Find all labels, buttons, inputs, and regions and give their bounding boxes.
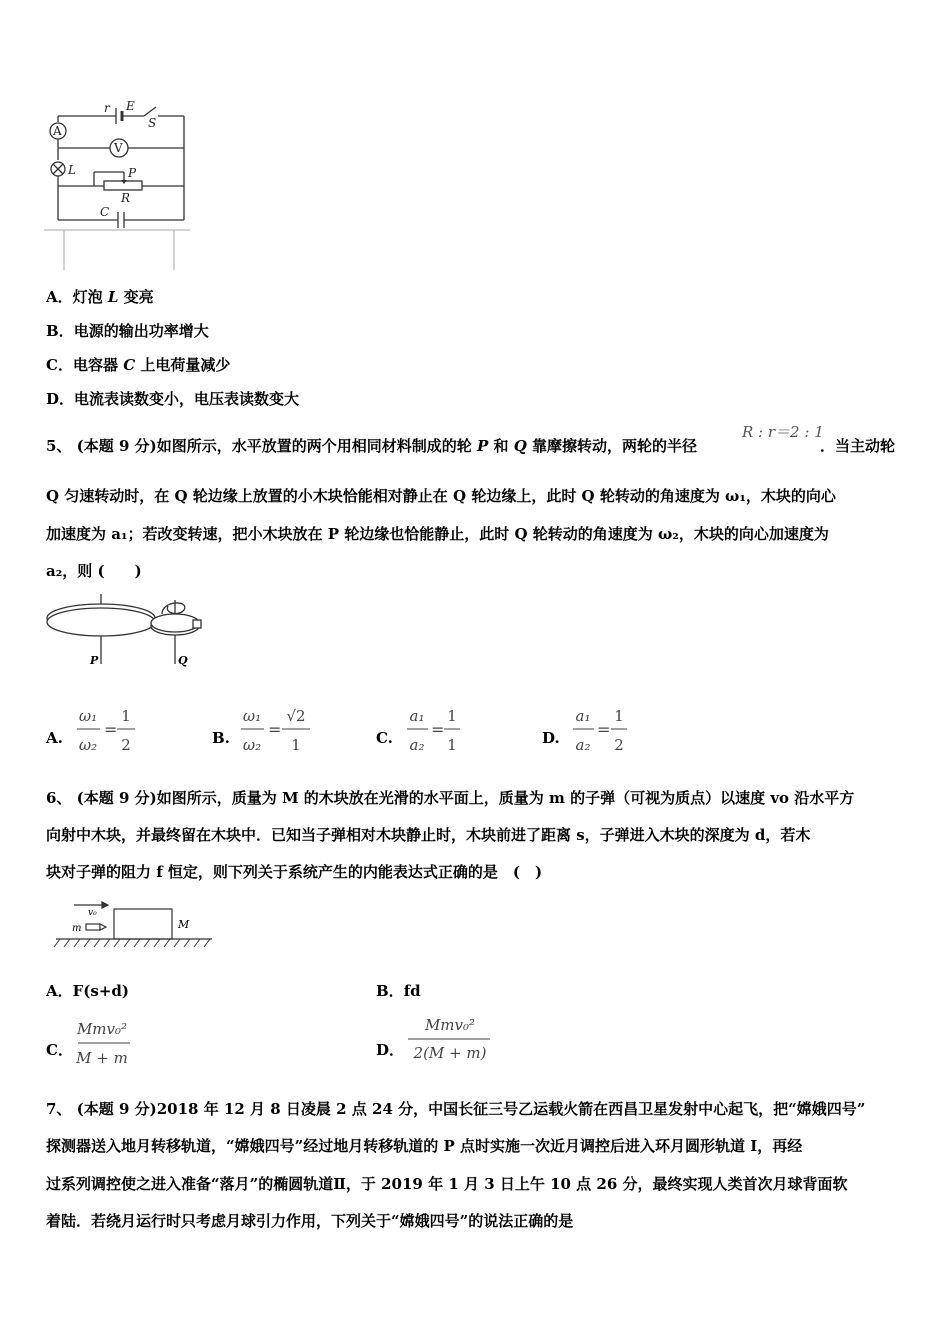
- q5-radius-ratio: R : r＝2 : 1: [742, 423, 824, 441]
- svg-text:=: =: [597, 720, 611, 739]
- circuit-label-a: A: [53, 124, 62, 138]
- svg-text:1: 1: [447, 736, 457, 754]
- svg-text:ω₁: ω₁: [242, 707, 262, 725]
- label-m: m: [72, 923, 82, 934]
- svg-text:a₂: a₂: [575, 736, 591, 754]
- q7-line-2: 探测器送入地月转移轨道，“嫦娥四号”经过地月转移轨道的 P 点时实施一次近月调控后进入环月圆形轨道 I，再经: [46, 1137, 803, 1155]
- circuit-label-r-rheostat: R: [121, 191, 131, 205]
- svg-text:1: 1: [614, 707, 624, 725]
- q6-line-3: 块对子弹的阻力 f 恒定，则下列关于系统产生的内能表达式正确的是 ( ): [46, 863, 543, 881]
- svg-text:M + m: M + m: [76, 1049, 128, 1067]
- svg-text:1: 1: [121, 707, 131, 725]
- q5-line-3: 加速度为 a₁；若改变转速，把小木块放在 P 轮边缘也恰能静止，此时 Q 轮转动的角速度为 ω₂，木块的向心加速度为: [46, 525, 829, 543]
- circuit-label-e: E: [126, 100, 135, 113]
- q5-line-2: Q 匀速转动时，在 Q 轮边缘上放置的小木块恰能相对静止在 Q 轮边缘上，此时 Q 轮转动的角速度为 ω₁，木块的向心: [46, 487, 836, 505]
- svg-text:Mmv₀²: Mmv₀²: [76, 1020, 128, 1038]
- q7-line-3: 过系列调控使之进入准备“落月”的椭圆轨道Ⅱ，于 2019 年 1 月 3 日上午 10 点 26 分，最终实现人类首次月球背面软: [46, 1175, 848, 1193]
- svg-text:Mmv₀²: Mmv₀²: [424, 1016, 476, 1034]
- label-M: M: [178, 918, 190, 931]
- svg-text:2: 2: [614, 736, 624, 754]
- svg-text:a₁: a₁: [409, 707, 425, 725]
- wheels-diagram: [44, 592, 210, 672]
- q4-option-c: C．电容器 C 上电荷量减少: [46, 356, 231, 374]
- circuit-label-s: S: [148, 116, 157, 130]
- q4-option-a: A．灯泡 L 变亮: [46, 288, 154, 306]
- q5-line-4: a₂，则 ( ): [46, 562, 142, 580]
- circuit-label-p: P: [128, 166, 137, 180]
- svg-text:√2: √2: [286, 707, 306, 725]
- wheel-label-p: P: [90, 654, 99, 667]
- svg-text:=: =: [268, 720, 282, 739]
- label-v0: v₀: [88, 908, 97, 918]
- q6-option-a: A．F(s+d): [46, 982, 129, 1000]
- svg-text:1: 1: [291, 736, 301, 754]
- q6-option-b: B．fd: [376, 982, 421, 1000]
- svg-text:=: =: [104, 720, 118, 739]
- q4-option-d: D．电流表读数变小，电压表读数变大: [46, 390, 300, 408]
- svg-text:2(M + m): 2(M + m): [413, 1044, 487, 1062]
- circuit-diagram: [44, 100, 190, 270]
- circuit-label-v: V: [114, 141, 123, 155]
- q6-line-2: 向射中木块，并最终留在木块中．已知当子弹相对木块静止时，木块前进了距离 s，子弹进入木块的深度为 d，若木: [46, 826, 811, 844]
- wheel-label-q: Q: [178, 654, 188, 667]
- q7-line-1: 7、 (本题 9 分)2018 年 12 月 8 日凌晨 2 点 24 分，中国长征三号乙运载火箭在西昌卫星发射中心起飞，把“嫦娥四号”: [46, 1100, 866, 1118]
- svg-text:a₁: a₁: [575, 707, 591, 725]
- svg-text:a₂: a₂: [409, 736, 425, 754]
- circuit-label-r: r: [104, 101, 110, 115]
- q6-line-1: 6、 (本题 9 分)如图所示，质量为 M 的木块放在光滑的水平面上，质量为 m 的子弹（可视为质点）以速度 vo 沿水平方: [46, 789, 855, 807]
- svg-text:ω₂: ω₂: [78, 736, 98, 754]
- circuit-label-l: L: [68, 163, 76, 177]
- q7-line-4: 着陆．若绕月运行时只考虑月球引力作用，下列关于“嫦娥四号”的说法正确的是: [46, 1212, 574, 1230]
- svg-text:1: 1: [447, 707, 457, 725]
- svg-text:=: =: [431, 720, 445, 739]
- q5-line-1-end: ．当主动轮: [820, 437, 896, 455]
- svg-text:2: 2: [121, 736, 131, 754]
- q5-line-1: 5、 (本题 9 分)如图所示，水平放置的两个用相同材料制成的轮 P 和 Q 靠摩擦转动，两轮的半径: [46, 437, 698, 455]
- svg-text:ω₁: ω₁: [78, 707, 98, 725]
- q4-option-b: B．电源的输出功率增大: [46, 322, 209, 340]
- circuit-label-c: C: [100, 205, 110, 219]
- bullet-block-diagram: [46, 896, 216, 952]
- svg-text:ω₂: ω₂: [242, 736, 262, 754]
